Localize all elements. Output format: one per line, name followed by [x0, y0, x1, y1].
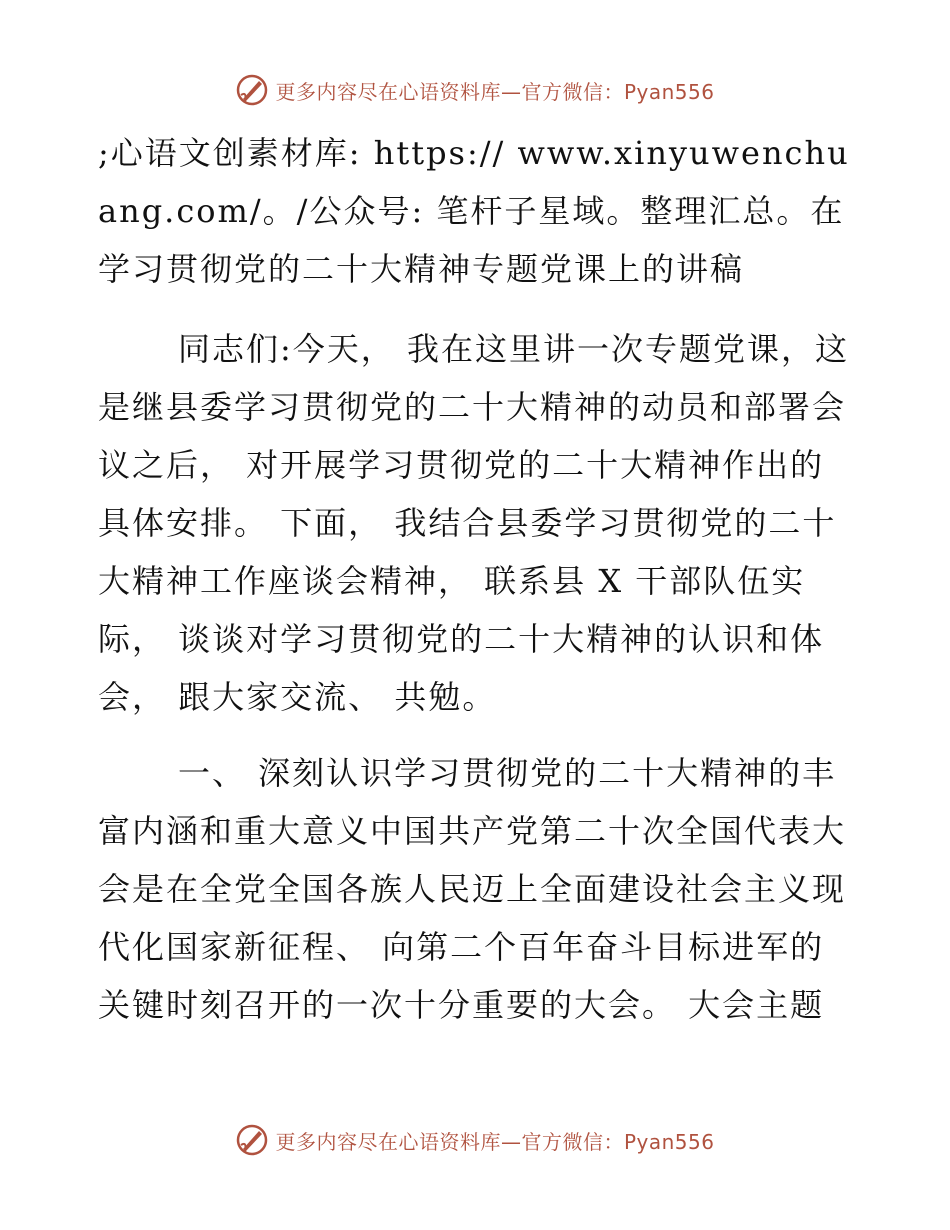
header-banner: [0, 70, 950, 110]
intro-paragraph: ;心语文创素材库: https:// www.xinyuwenchuang.com/。/公众号: 笔杆子星域。整理汇总。在学习贯彻党的二十大精神专题党课上的讲稿: [98, 134, 850, 288]
paragraph-section-one: 一、 深刻认识学习贯彻党的二十大精神的丰富内涵和重大意义中国共产党第二十次全国代表大会是在全党全国各族人民迈上全面建设社会主义现代化国家新征程、 向第二个百年奋斗目标进军的关键时刻召开的一次十分重要的大会。 大会主题: [98, 754, 847, 1024]
footer-banner: [0, 1120, 950, 1160]
quill-pen-logo: [235, 73, 269, 107]
paragraph-greeting: 同志们:今天， 我在这里讲一次专题党课，这是继县委学习贯彻党的二十大精神的动员和部署会议之后， 对开展学习贯彻党的二十大精神作出的具体安排。 下面， 我结合县委学习贯彻党的二十大精神工作座谈会精神， 联系县 X 干部队伍实际， 谈谈对学习贯彻党的二十大精神的认识和体会， 跟大家交流、 共勉。: [98, 330, 849, 716]
document-body: [98, 124, 858, 1052]
banner-text: 更多内容尽在心语资料库—官方微信：Pyan556: [275, 79, 715, 104]
banner-text: 更多内容尽在心语资料库—官方微信：Pyan556: [275, 1129, 715, 1154]
quill-pen-logo: [235, 1123, 269, 1157]
